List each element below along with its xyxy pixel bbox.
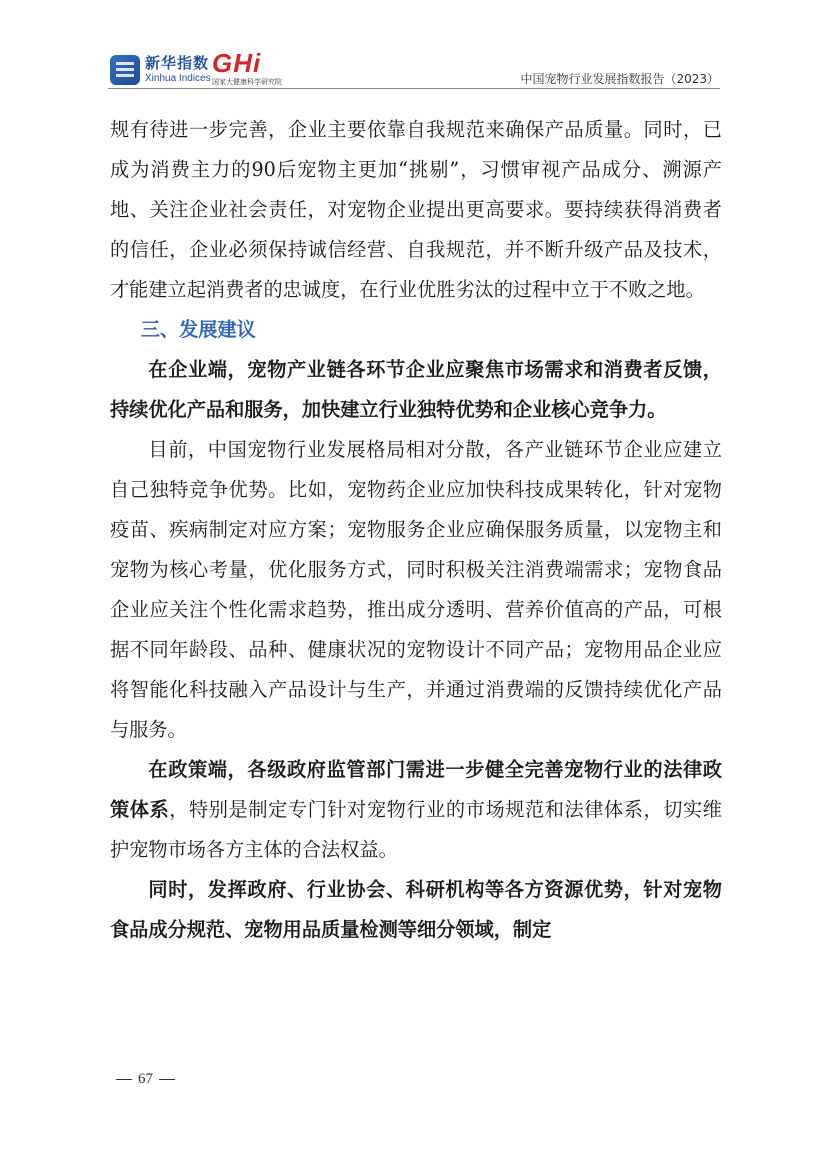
policy-bold-lead: 在政策端，各级政府监管部门需进一步健全完善宠物行业的法律政策体系 [110,758,722,821]
paragraph-enterprise-recommendation: 在企业端，宠物产业链各环节企业应聚焦市场需求和消费者反馈，持续优化产品和服务，加快建立行业独特优势和企业核心竞争力。 [110,358,722,421]
ghi-logo-text: GHi [212,48,262,78]
page-header [0,0,827,92]
ghi-logo-subtitle: 国家大健康科学研究院 [212,78,282,86]
header-divider [108,88,720,89]
xinhua-logo-icon [110,55,140,85]
page-footer [110,1071,181,1088]
paragraph-enterprise-detail: 目前，中国宠物行业发展格局相对分散，各产业链环节企业应建立自己独特竞争优势。比如，宠物药企业应加快科技成果转化，针对宠物疫苗、疾病制定对应方案；宠物服务企业应确保服务质量，以宠物主和宠物为核心考量，优化服务方式，同时积极关注消费端需求；宠物食品企业应关注个性化需求趋势，推出成分透明、营养价值高的产品，可根据不同年龄段、品种、健康状况的宠物设计不同产品；宠物用品企业应将智能化科技融入产品设计与生产，并通过消费端的反馈持续优化产品与服务。 [110,438,722,741]
report-title: 中国宠物行业发展指数报告（2023） [520,72,719,86]
ghi-logo [212,50,282,86]
xinhua-logo-en: Xinhua Indices [145,73,211,84]
page-body [110,110,722,950]
section-heading: 三、发展建议 [140,318,256,341]
footer-dash-left [116,1079,132,1080]
paragraph-resources: 同时，发挥政府、行业协会、科研机构等各方资源优势，针对宠物食品成分规范、宠物用品质量检测等细分领域，制定 [110,878,722,941]
paragraph-policy [110,750,722,870]
paragraph-continuation: 规有待进一步完善，企业主要依靠自我规范来确保产品质量。同时，已成为消费主力的90后宠物主更加“挑剔”，习惯审视产品成分、溯源产地、关注企业社会责任，对宠物企业提出更高要求。要持续获得消费者的信任，企业必须保持诚信经营、自我规范，并不断升级产品及技术，才能建立起消费者的忠诚度，在行业优胜劣汰的过程中立于不败之地。 [110,118,722,301]
policy-rest: ，特别是制定专门针对宠物行业的市场规范和法律体系，切实维护宠物市场各方主体的合法权益。 [110,798,722,861]
page-number: 67 [138,1071,153,1087]
xinhua-logo-cn: 新华指数 [145,54,210,72]
xinhua-indices-logo [110,54,211,86]
footer-dash-right [159,1079,175,1080]
